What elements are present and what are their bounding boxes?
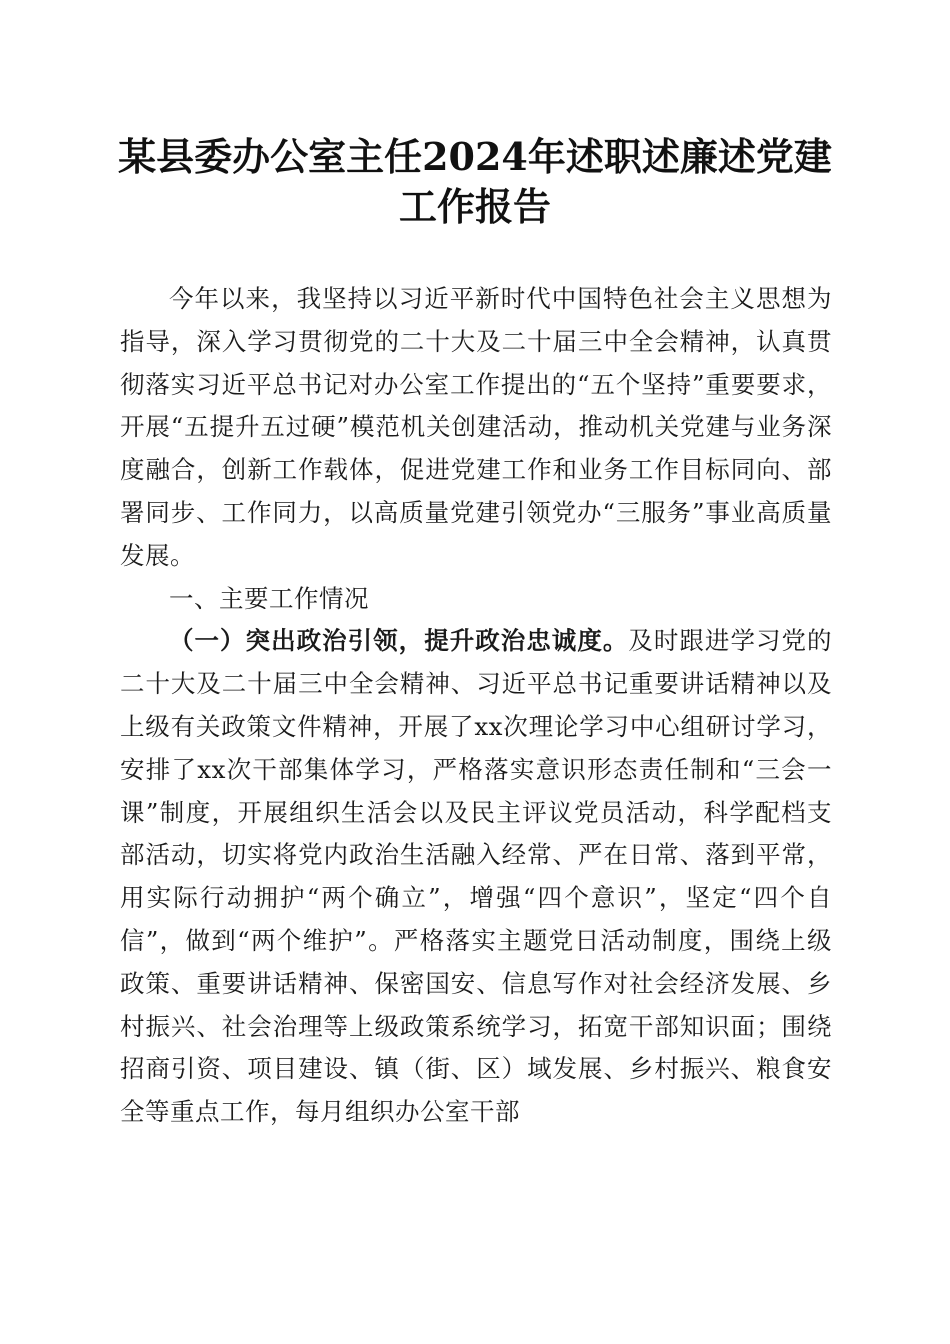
document-body xyxy=(120,278,832,1134)
intro-paragraph: 今年以来，我坚持以习近平新时代中国特色社会主义思想为指导，深入学习贯彻党的二十大及二十届三中全会精神，认真贯彻落实习近平总书记对办公室工作提出的“五个坚持”重要要求，开展“五提升五过硬”模范机关创建活动，推动机关党建与业务深度融合，创新工作载体，促进党建工作和业务工作目标同向、部署同步、工作同力，以高质量党建引领党办“三服务”事业高质量发展。 xyxy=(120,284,832,570)
document-title: 某县委办公室主任2024年述职述廉述党建工作报告 xyxy=(118,134,832,229)
subsection-paragraph-political-leadership xyxy=(120,620,832,1134)
subsection-heading: （一）突出政治引领，提升政治忠诚度。 xyxy=(169,626,629,656)
section-heading-main-work: 一、主要工作情况 xyxy=(169,583,369,613)
subsection-body: 及时跟进学习党的二十大及二十届三中全会精神、习近平总书记重要讲话精神以及上级有关政策文件精神，开展了xx次理论学习中心组研讨学习，安排了xx次干部集体学习，严格落实意识形态责任制和“三会一课”制度，开展组织生活会以及民主评议党员活动，科学配档支部活动，切实将党内政治生活融入经常、严在日常、落到平常，用实际行动拥护“两个确立”，增强“四个意识”，坚定“四个自信”，做到“两个维护”。严格落实主题党日活动制度，围绕上级政策、重要讲话精神、保密国安、信息写作对社会经济发展、乡村振兴、社会治理等上级政策系统学习，拓宽干部知识面；围绕招商引资、项目建设、镇（街、区）域发展、乡村振兴、粮食安全等重点工作，每月组织办公室干部 xyxy=(120,626,832,1127)
